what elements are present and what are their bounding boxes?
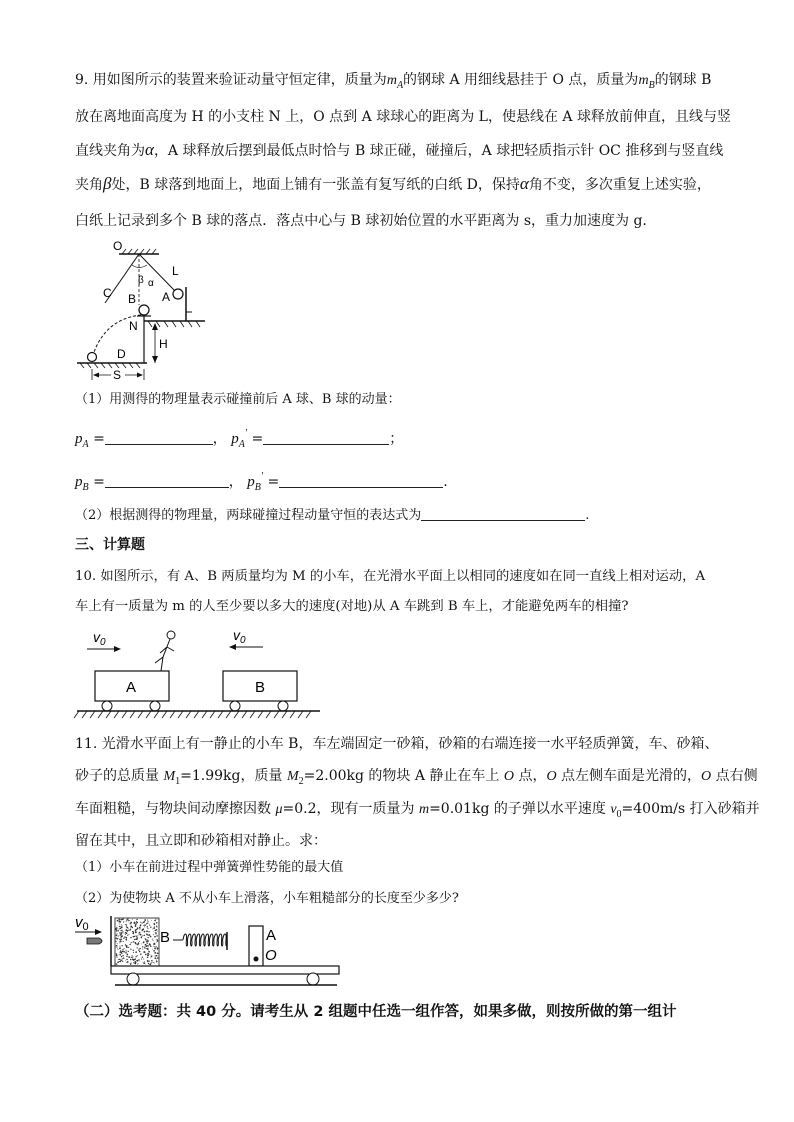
subscript: 0: [240, 635, 246, 646]
m1-symbol: [163, 769, 181, 787]
q9-momentum-b-row: [75, 467, 448, 498]
text-run: 处，B 球落到地面上，地面上铺有一张盖有复写纸的白纸 D，保持: [111, 177, 520, 193]
p-letter: p: [247, 474, 255, 490]
cart-a-wheel-left: [102, 701, 112, 711]
p-letter: p: [75, 474, 83, 490]
text-run: 点右侧: [711, 768, 758, 784]
answer-blank-pb[interactable]: [105, 473, 229, 488]
v0-label-b: [233, 627, 246, 646]
beta-symbol: β: [103, 174, 112, 193]
subscript: B: [254, 482, 261, 493]
cart-a-label: A: [126, 679, 137, 696]
s-arrow-right: [137, 373, 143, 378]
point-o-dot: [254, 957, 259, 962]
q9-sub-2: [75, 506, 589, 526]
cart-a-wheel-right: [150, 701, 160, 711]
q11-line-1: 11. 光滑水平面上有一静止的小车 B，车左端固定一砂箱，砂箱的右端连接一水平轻质弹簧，车、砂箱、: [75, 736, 719, 752]
m-letter: m: [638, 73, 649, 88]
v-letter: v: [75, 914, 83, 931]
s-arrow-left: [93, 373, 99, 378]
cart-b-wheel-right: [278, 701, 288, 711]
cart-wheel-right: [307, 973, 319, 985]
text-run: 的钢球 B: [654, 72, 712, 88]
pa-prime-symbol: [231, 428, 247, 450]
subscript: A: [396, 80, 404, 91]
o-symbol: O: [701, 769, 712, 784]
label-h: H: [159, 337, 168, 351]
answer-blank-expression[interactable]: [421, 506, 585, 521]
subscript: 2: [298, 776, 304, 787]
subscript: B: [82, 482, 89, 493]
pa-symbol: [75, 431, 89, 450]
equals: =: [93, 474, 105, 490]
q9-line-1: [75, 70, 711, 96]
bullet: [87, 938, 102, 944]
q9-line-5: 白纸上记录到多个 B 球的落点．落点中心与 B 球初始位置的水平距离为 s，重力加速度为 g.: [75, 213, 647, 229]
q10-carts-figure: [75, 625, 325, 720]
person-head: [167, 631, 175, 639]
comma: ，: [228, 474, 243, 490]
subscript: 1: [175, 776, 181, 787]
v0-arrow-b-head: [229, 644, 236, 650]
text-run: =0.01kg 的子弹以水平速度: [429, 801, 611, 817]
angle-arc: [132, 265, 147, 268]
q11-sub-1: （1）小车在前进过程中弹簧弹性势能的最大值: [75, 860, 344, 875]
alpha-symbol: α: [145, 140, 154, 159]
text-run: 点，: [514, 768, 547, 784]
text-run: =2.00kg 的物块 A 静止在车上: [303, 768, 504, 784]
text-run: 车面粗糙，与物块间动摩擦因数: [75, 801, 276, 817]
label-a: A: [266, 927, 277, 944]
q9-line-3: [75, 140, 723, 161]
mass-a-symbol: [386, 73, 404, 91]
text-run: 角不变，多次重复上述实验，: [528, 177, 711, 193]
ball-b: [139, 305, 149, 315]
comma: ，: [212, 431, 227, 447]
v0-symbol: [610, 802, 622, 820]
text-run: ，A 球释放后摆到最低点时恰与 B 球正碰，碰撞后，A 球把轻质指示针 OC 推移到与竖直线: [153, 143, 724, 159]
o-symbol: O: [546, 769, 557, 784]
v-letter: v: [93, 629, 100, 645]
label-s: S: [113, 368, 122, 382]
label-o: O: [113, 239, 123, 253]
m-letter: m: [386, 73, 397, 88]
v0-arrow-head: [95, 929, 102, 935]
string-l: [139, 254, 176, 292]
q9-momentum-a-row: [75, 424, 403, 455]
h-arrow-up: [152, 323, 158, 330]
text-run: 夹角: [75, 177, 103, 193]
period: .: [443, 474, 448, 490]
label-a: A: [162, 290, 171, 304]
v0-label-a: [93, 629, 106, 648]
ball-a: [173, 289, 183, 299]
v-letter: v: [233, 627, 240, 643]
section-title: 三、计算题: [75, 537, 145, 553]
label-n: N: [129, 319, 138, 333]
equals: =: [267, 474, 280, 490]
text-run: =1.99kg，质量: [180, 768, 287, 784]
label-o: O: [265, 947, 277, 964]
p-letter: p: [231, 431, 239, 447]
p-letter: p: [75, 431, 83, 447]
landing-ball: [88, 353, 97, 362]
h-arrow-down: [152, 356, 158, 363]
m-symbol: m: [418, 802, 430, 817]
v-letter: v: [610, 802, 617, 817]
q11-sub-2: （2）为使物块 A 不从小车上滑落，小车粗糙部分的长度至少多少?: [75, 891, 459, 906]
mass-b-symbol: [638, 73, 655, 91]
label-b: B: [128, 292, 137, 306]
subscript: 0: [616, 809, 622, 820]
text-run: =0.2，现有一质量为: [282, 801, 419, 817]
cart-body: [111, 966, 339, 974]
q11-line-3: [75, 799, 760, 825]
q9-line-4: [75, 174, 711, 195]
cart-wheel-left: [127, 973, 139, 985]
equals: =: [251, 431, 264, 447]
pb-prime-symbol: [247, 471, 263, 493]
answer-blank-pa[interactable]: [105, 430, 213, 445]
v0-label: [75, 914, 89, 933]
label-alpha: α: [148, 278, 154, 289]
q11-line-2: [75, 766, 758, 792]
subscript: A: [238, 439, 245, 450]
answer-blank-pb-prime[interactable]: [279, 473, 443, 488]
q11-cart-figure: [75, 910, 345, 985]
text-run: 砂子的总质量: [75, 768, 164, 784]
m2-symbol: [286, 769, 304, 787]
ground-hatch: [74, 711, 311, 718]
label-l: L: [172, 264, 179, 278]
text-run: （2）根据测得的物理量，两球碰撞过程动量守恒的表达式为: [75, 508, 422, 523]
subscript: B: [648, 80, 655, 91]
prime: ': [244, 428, 247, 439]
label-b: B: [160, 929, 171, 946]
prime: ': [260, 471, 263, 482]
text-run: 直线夹角为: [75, 143, 145, 159]
q10-line-2: 车上有一质量为 m 的人至少要以多大的速度(对地)从 A 车跳到 B 车上，才能避免两车的相撞?: [75, 599, 629, 614]
text-run: 的钢球 A 用细线悬挂于 O 点，质量为: [403, 72, 639, 88]
q9-sub-1: （1）用测得的物理量表示碰撞前后 A 球、B 球的动量：: [75, 392, 401, 407]
subscript: A: [82, 439, 89, 450]
cart-b-label: B: [255, 679, 266, 696]
label-d: D: [117, 347, 126, 361]
m-letter: M: [163, 769, 176, 784]
equals: =: [93, 431, 105, 447]
m-letter: M: [286, 769, 299, 784]
o-symbol: O: [503, 769, 514, 784]
subscript: 0: [82, 921, 89, 933]
text-run: =400m/s 打入砂箱并: [621, 801, 760, 817]
answer-blank-pa-prime[interactable]: [263, 430, 389, 445]
q9-pendulum-figure: [75, 235, 215, 385]
alpha-symbol: α: [519, 174, 529, 193]
person-body: [155, 639, 174, 671]
q9-line-2: 放在离地面高度为 H 的小支柱 N 上，O 点到 A 球球心的距离为 L，使悬线在 A 球释放前伸直，且线与竖: [75, 109, 731, 125]
label-c: C: [103, 286, 112, 300]
optional-section-instructions: （二）选考题：共 40 分。请考生从 2 组题中任选一组作答，如果多做，则按所做的第一组计: [75, 1004, 677, 1020]
q11-line-4: 留在其中，且立即和砂箱相对静止。求：: [75, 833, 327, 849]
mu-symbol: μ: [275, 802, 283, 817]
semicolon: ；: [389, 431, 404, 447]
subscript: 0: [100, 637, 106, 648]
pb-symbol: [75, 474, 89, 493]
label-beta: β: [138, 275, 144, 286]
text-run: 点左侧车面是光滑的，: [556, 768, 702, 784]
v0-arrow-a-head: [114, 646, 121, 652]
period: .: [585, 508, 590, 523]
q10-line-1: 10. 如图所示，有 A、B 两质量均为 M 的小车，在光滑水平面上以相同的速度如在同一直线上相对运动，A: [75, 569, 706, 584]
text-run: 9. 用如图所示的装置来验证动量守恒定律，质量为: [75, 72, 387, 88]
spring: [183, 934, 227, 946]
cart-b-wheel-left: [230, 701, 240, 711]
sandbox: [115, 918, 159, 966]
